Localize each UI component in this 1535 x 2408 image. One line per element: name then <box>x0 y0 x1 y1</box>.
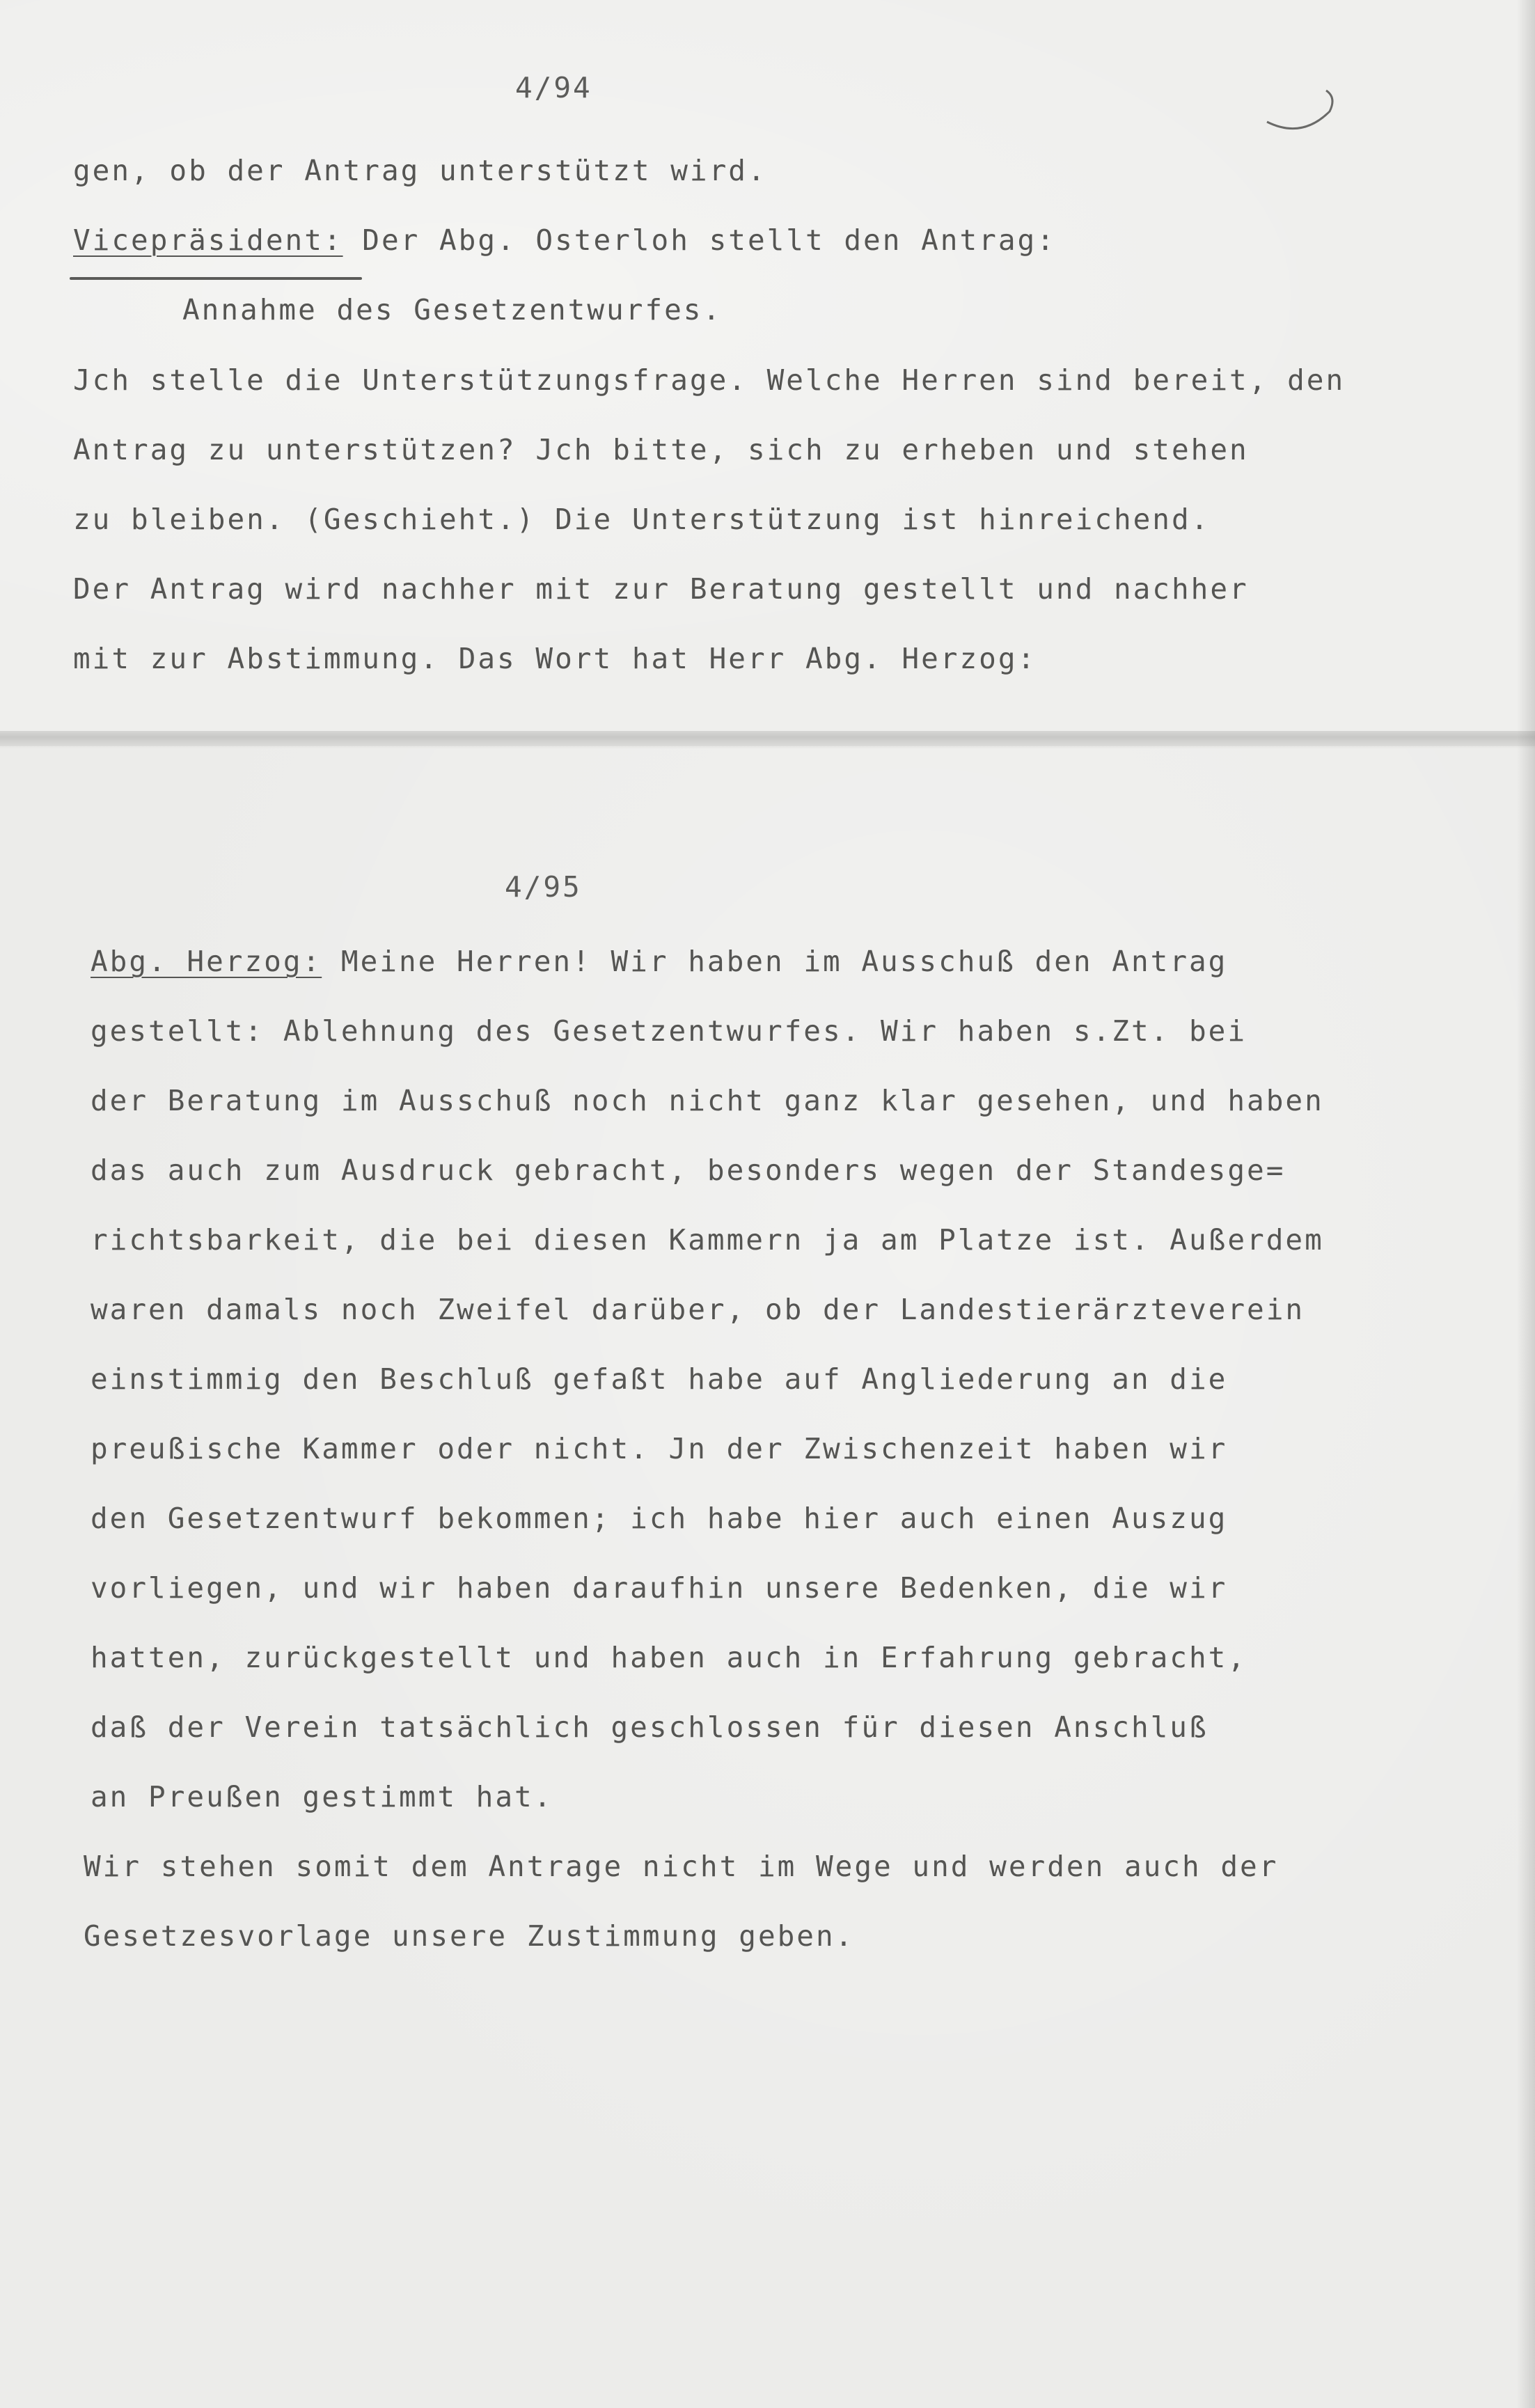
text-line: an Preußen gestimmt hat. <box>90 1780 553 1813</box>
text-line: einstimmig den Beschluß gefaßt habe auf Angliederung an die <box>90 1362 1228 1396</box>
text-line: der Beratung im Ausschuß noch nicht ganz klar gesehen, und haben <box>90 1084 1324 1117</box>
text-line: Jch stelle die Unterstützungsfrage. Welche Herren sind bereit, den <box>73 363 1346 397</box>
text-line: Antrag zu unterstützen? Jch bitte, sich zu erheben und stehen <box>73 433 1249 466</box>
speaker-line-herzog <box>90 945 1227 977</box>
text-line: das auch zum Ausdruck gebracht, besonders wegen der Standesge= <box>90 1154 1286 1187</box>
text-line: gen, ob der Antrag unterstützt wird. <box>73 154 767 187</box>
text-line: mit zur Abstimmung. Das Wort hat Herr Abg. Herzog: <box>73 642 1037 675</box>
speaker-label: Vicepräsident: <box>73 223 343 257</box>
text-line: zu bleiben. (Geschieht.) Die Unterstützung ist hinreichend. <box>73 503 1211 536</box>
speaker-text: Der Abg. Osterloh stellt den Antrag: <box>343 223 1056 257</box>
text-line: preußische Kammer oder nicht. Jn der Zwischenzeit haben wir <box>90 1432 1228 1465</box>
speaker-text: Meine Herren! Wir haben im Ausschuß den Antrag <box>322 945 1228 978</box>
text-line: richtsbarkeit, die bei diesen Kammern ja am Platze ist. Außerdem <box>90 1223 1324 1257</box>
text-line: Gesetzesvorlage unsere Zustimmung geben. <box>84 1919 855 1953</box>
text-line: gestellt: Ablehnung des Gesetzentwurfes. Wir haben s.Zt. bei <box>90 1014 1247 1048</box>
page-number-top: 4/94 <box>515 71 592 104</box>
text-line: Wir stehen somit dem Antrage nicht im Wege und werden auch der <box>84 1850 1279 1883</box>
text-line: daß der Verein tatsächlich geschlossen für diesen Anschluß <box>90 1710 1209 1744</box>
speaker-line-vicepraesident <box>73 224 1056 256</box>
text-line: waren damals noch Zweifel darüber, ob der Landestierärzteverein <box>90 1293 1305 1326</box>
speaker-underline-rule <box>70 277 362 280</box>
text-line-indented: Annahme des Gesetzentwurfes. <box>182 293 723 326</box>
page-number-bottom: 4/95 <box>505 870 582 904</box>
text-line: hatten, zurückgestellt und haben auch in Erfahrung gebracht, <box>90 1641 1247 1674</box>
speaker-label: Abg. Herzog: <box>90 945 322 978</box>
text-line: den Gesetzentwurf bekommen; ich habe hier auch einen Auszug <box>90 1502 1228 1535</box>
page-overlap-edge <box>0 731 1535 746</box>
page-right-shadow <box>1517 0 1535 2408</box>
pencil-mark <box>1260 84 1344 139</box>
text-line: Der Antrag wird nachher mit zur Beratung gestellt und nachher <box>73 572 1249 606</box>
text-line: vorliegen, und wir haben daraufhin unsere Bedenken, die wir <box>90 1571 1228 1605</box>
